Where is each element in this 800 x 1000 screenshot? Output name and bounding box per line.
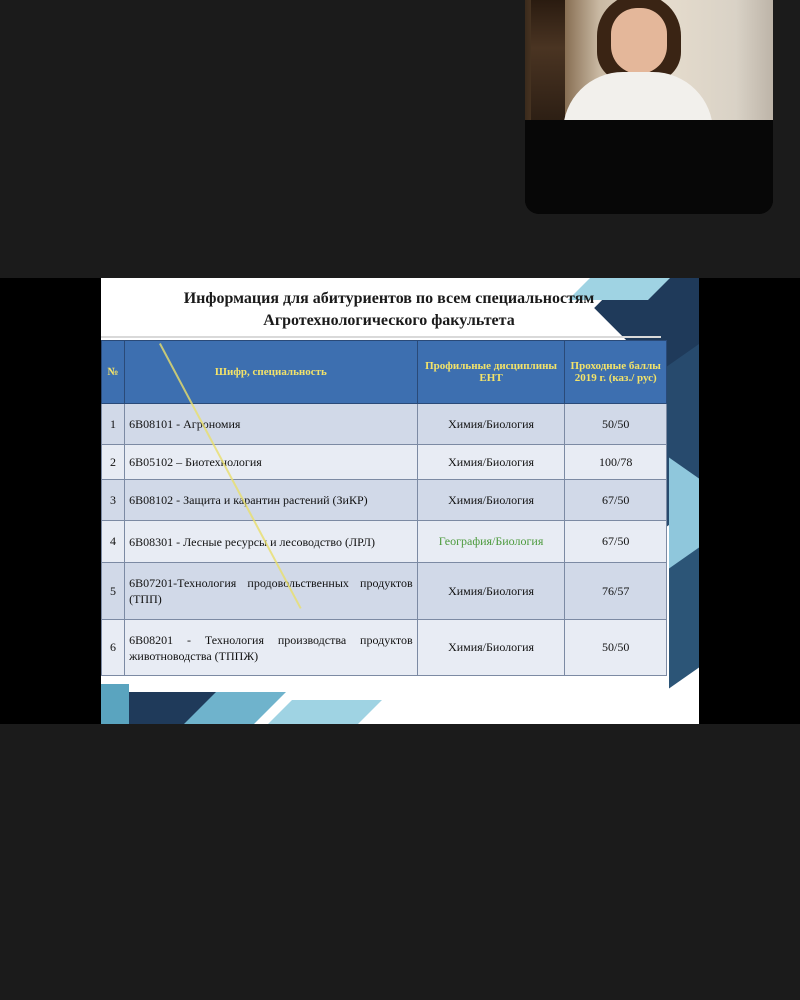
row-disc: Химия/Биология — [417, 480, 565, 521]
row-spec: 6В07201-Технология продовольственных продуктов (ТПП) — [125, 563, 418, 620]
table-row — [102, 404, 667, 445]
slide-title-line-2: Агротехнологического факультета — [263, 312, 515, 329]
row-score: 50/50 — [565, 620, 667, 676]
row-disc: Химия/Биология — [417, 404, 565, 445]
row-num: 1 — [102, 404, 125, 445]
row-num: 4 — [102, 521, 125, 563]
header-num: № — [102, 341, 125, 404]
table-row — [102, 480, 667, 521]
slide-title — [109, 288, 669, 332]
header-spec: Шифр, специальность — [125, 341, 418, 404]
row-num: 6 — [102, 620, 125, 676]
participant-video-tile[interactable] — [525, 0, 773, 214]
participant-video-feed — [525, 0, 773, 120]
row-score: 100/78 — [565, 445, 667, 480]
row-score: 67/50 — [565, 480, 667, 521]
header-disc: Профильные дисциплины ЕНТ — [417, 341, 565, 404]
table-row — [102, 521, 667, 563]
row-num: 5 — [102, 563, 125, 620]
row-disc: Химия/Биология — [417, 445, 565, 480]
row-disc: Химия/Биология — [417, 620, 565, 676]
row-spec: 6В08102 - Защита и карантин растений (ЗиКР) — [125, 480, 418, 521]
slide-title-line-1: Информация для абитуриентов по всем специальностям — [183, 290, 595, 307]
row-num: 3 — [102, 480, 125, 521]
presentation-slide — [101, 278, 699, 724]
row-score: 76/57 — [565, 563, 667, 620]
header-score: Проходные баллы 2019 г. (каз./ рус) — [565, 341, 667, 404]
table-row — [102, 620, 667, 676]
slide-decoration — [669, 547, 699, 688]
row-spec: 6В08301 - Лесные ресурсы и лесоводство (ЛРЛ) — [125, 521, 418, 563]
table-row — [102, 563, 667, 620]
bookshelf — [531, 0, 565, 120]
slide-decoration — [262, 700, 382, 724]
title-divider — [101, 336, 661, 338]
participant-face — [611, 8, 667, 74]
row-spec: 6В08201 - Технология производства продуктов животноводства (ТППЖ) — [125, 620, 418, 676]
table-row — [102, 445, 667, 480]
row-spec: 6В05102 – Биотехнология — [125, 445, 418, 480]
row-score: 67/50 — [565, 521, 667, 563]
row-disc: География/Биология — [417, 521, 565, 563]
row-disc: Химия/Биология — [417, 563, 565, 620]
row-spec: 6В08101 - Агрономия — [125, 404, 418, 445]
video-tile-footer — [525, 120, 773, 214]
row-score: 50/50 — [565, 404, 667, 445]
row-num: 2 — [102, 445, 125, 480]
slide-decoration — [101, 684, 129, 724]
